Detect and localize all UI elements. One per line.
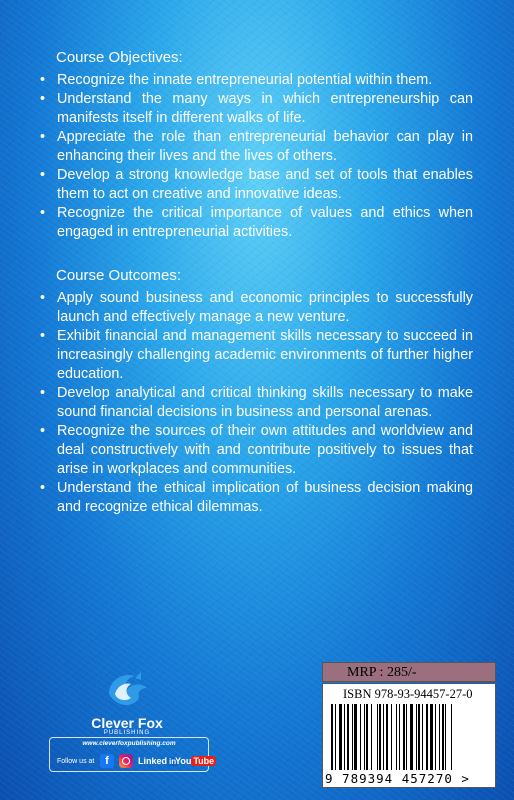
barcode-bar bbox=[439, 704, 440, 770]
youtube-icon[interactable]: You Tube bbox=[175, 756, 215, 766]
publisher-tagline: PUBLISHING bbox=[103, 730, 151, 736]
objective-item: • Develop a strong knowledge base and set of tools that enables them to act on creative and innovative ideas. bbox=[40, 166, 473, 204]
barcode-bar bbox=[347, 704, 349, 770]
objective-item: • Recognize the critical importance of values and ethics when engaged in entrepreneurial activities. bbox=[40, 204, 473, 242]
barcode-bar bbox=[344, 704, 345, 770]
barcode-bar bbox=[410, 704, 413, 770]
barcode-bars bbox=[331, 704, 487, 770]
barcode-bar bbox=[426, 704, 428, 770]
objective-item: • Recognize the innate entrepreneurial potential within them. bbox=[40, 71, 473, 90]
barcode-bar bbox=[377, 704, 378, 770]
barcode-bar bbox=[435, 704, 436, 770]
barcode-bar bbox=[339, 704, 342, 770]
barcode-bar bbox=[430, 704, 433, 770]
website-link[interactable]: www.cleverfoxpublishing.com bbox=[82, 740, 176, 747]
outcome-item: • Understand the ethical implication of business decision making and recognize ethical dilemmas. bbox=[40, 479, 473, 517]
barcode-bar bbox=[335, 704, 336, 770]
publisher-name: Clever Fox bbox=[91, 715, 163, 731]
outcomes-list bbox=[40, 289, 473, 517]
barcode-bar bbox=[445, 704, 446, 770]
barcode-bar bbox=[451, 704, 452, 770]
outcome-item: • Recognize the sources of their own attitudes and worldview and deal constructively with and contribute positively to issues that arise in workplaces and communities. bbox=[40, 422, 473, 479]
publisher-logo bbox=[82, 670, 172, 736]
instagram-icon[interactable] bbox=[119, 754, 133, 768]
outcomes-heading: Course Outcomes: bbox=[56, 267, 182, 284]
barcode-bar bbox=[366, 704, 368, 770]
barcode-bar bbox=[391, 704, 392, 770]
barcode-bar bbox=[442, 704, 444, 770]
linkedin-icon[interactable]: Linked in bbox=[138, 756, 177, 766]
barcode-bar bbox=[416, 704, 417, 770]
objective-item: • Understand the many ways in which entrepreneurship can manifests itself in different walks of life. bbox=[40, 90, 473, 128]
isbn-label: ISBN 978-93-94457-27-0 bbox=[343, 687, 473, 701]
outcome-item: • Develop analytical and critical thinking skills necessary to make sound financial decisions in business and personal arenas. bbox=[40, 384, 473, 422]
isbn-barcode bbox=[322, 683, 496, 788]
barcode-bar bbox=[386, 704, 388, 770]
barcode-bar bbox=[406, 704, 407, 770]
facebook-icon[interactable]: f bbox=[100, 754, 114, 768]
barcode-bar bbox=[418, 704, 420, 770]
fox-logo-icon bbox=[101, 670, 153, 710]
barcode-bar bbox=[371, 704, 372, 770]
social-links-box bbox=[49, 737, 215, 772]
barcode-bar bbox=[331, 704, 333, 770]
barcode-bar bbox=[364, 704, 365, 770]
barcode-digits: 9 789394 457270 > bbox=[325, 771, 470, 786]
barcode-bar bbox=[399, 704, 400, 770]
objective-item: • Appreciate the role than entrepreneurial behavior can play in enhancing their lives and the lives of others. bbox=[40, 128, 473, 166]
barcode-bar bbox=[352, 704, 353, 770]
objectives-heading: Course Objectives: bbox=[56, 49, 183, 66]
barcode-bar bbox=[383, 704, 384, 770]
outcome-item: • Exhibit financial and management skills necessary to succeed in increasingly challenging academic environments of further higher education. bbox=[40, 327, 473, 384]
barcode-bar bbox=[422, 704, 423, 770]
outcome-item: • Apply sound business and economic principles to successfully launch and effectively manage a new venture. bbox=[40, 289, 473, 327]
price-label: MRP : 285/- bbox=[322, 662, 496, 682]
barcode-bar bbox=[360, 704, 361, 770]
back-cover-text bbox=[40, 48, 473, 517]
barcode-bar bbox=[396, 704, 397, 770]
follow-label: Follow us at bbox=[57, 758, 95, 765]
barcode-bar bbox=[379, 704, 381, 770]
barcode-bar bbox=[354, 704, 357, 770]
objectives-list bbox=[40, 71, 473, 242]
barcode-bar bbox=[403, 704, 405, 770]
